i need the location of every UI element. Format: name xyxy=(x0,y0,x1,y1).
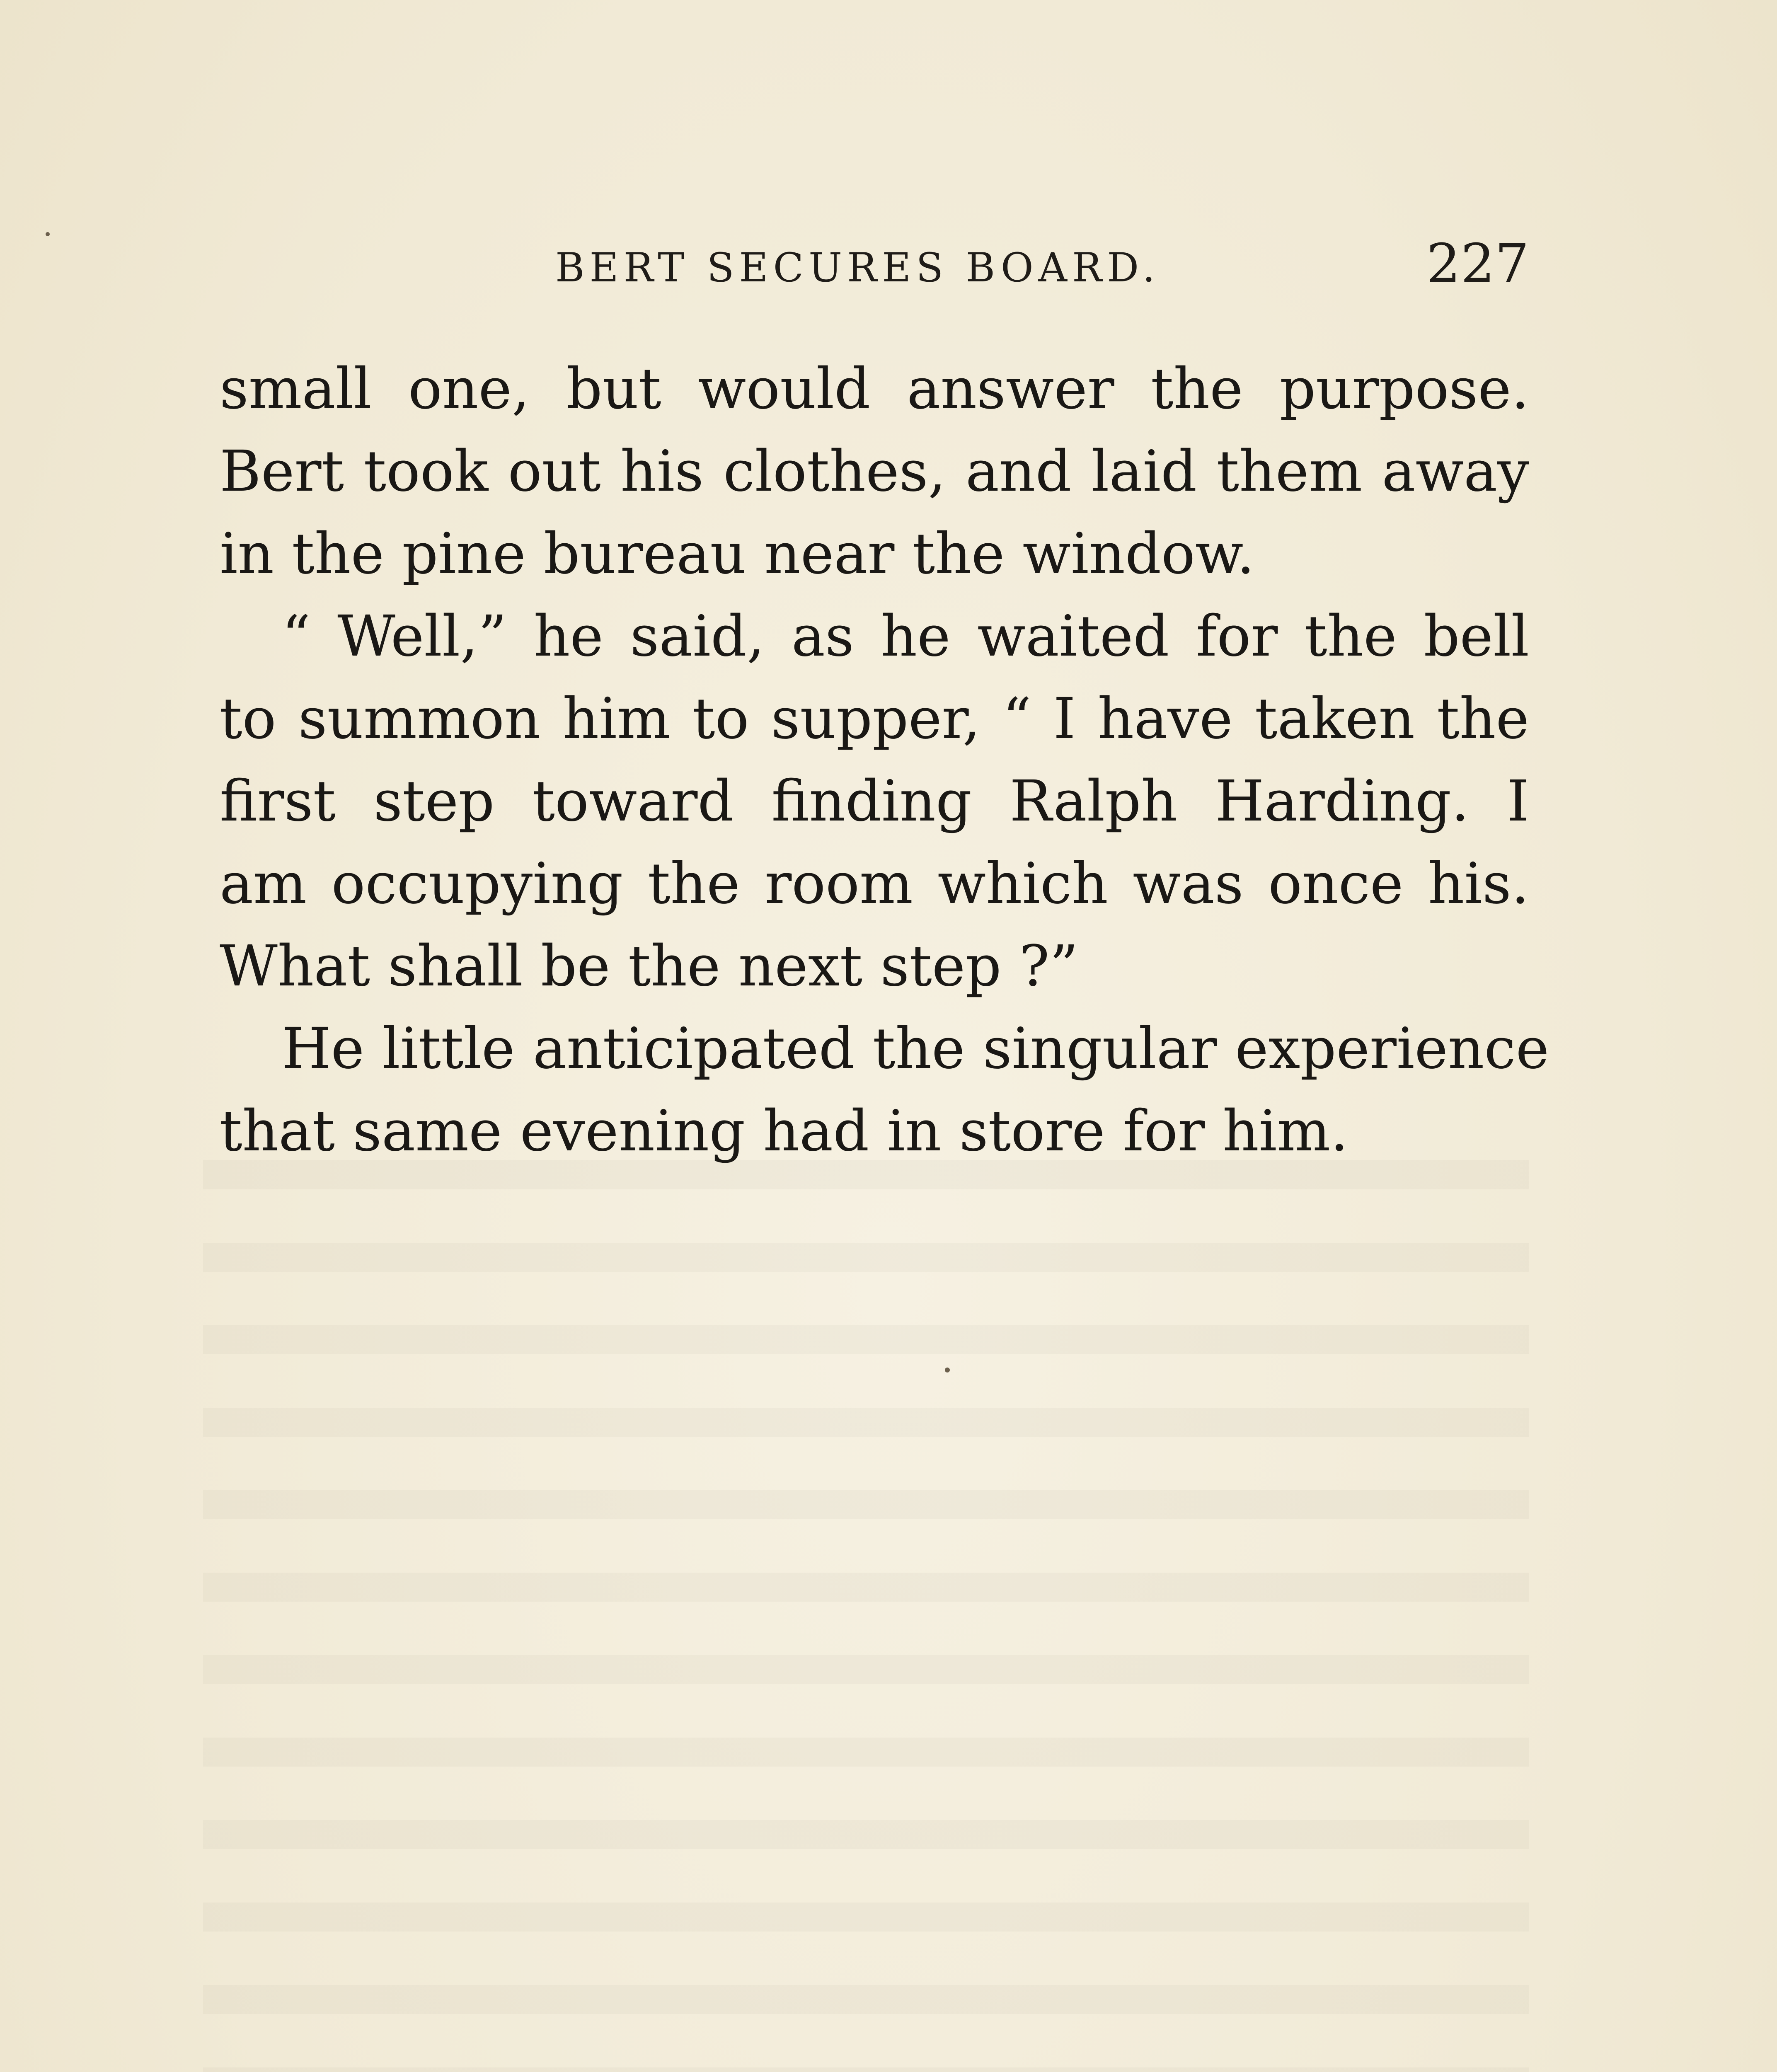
paper-speck xyxy=(46,232,50,236)
text-line: small one, but would answer the purpose. xyxy=(220,356,1529,422)
text-line: to summon him to supper, “ I have taken the xyxy=(220,686,1529,752)
text-line: “ Well,” he said, as he waited for the bell xyxy=(282,604,1529,669)
body-text xyxy=(220,348,1549,1173)
bleed-through-texture xyxy=(203,1160,1529,2072)
text-line: that same evening had in store for him. xyxy=(220,1099,1348,1164)
text-line: Bert took out his clothes, and laid them away xyxy=(220,439,1529,504)
running-head: BERT SECURES BOARD. xyxy=(555,244,1160,291)
page-number: 227 xyxy=(1426,232,1529,295)
text-line: He little anticipated the singular experience xyxy=(282,1016,1549,1082)
text-line: in the pine bureau near the window. xyxy=(220,521,1255,587)
text-line: am occupying the room which was once his. xyxy=(220,851,1529,917)
text-line: first step toward finding Ralph Harding. I xyxy=(220,769,1529,834)
text-line: What shall be the next step ?” xyxy=(220,934,1079,999)
page-header xyxy=(220,232,1529,298)
paper-speck xyxy=(945,1368,950,1372)
